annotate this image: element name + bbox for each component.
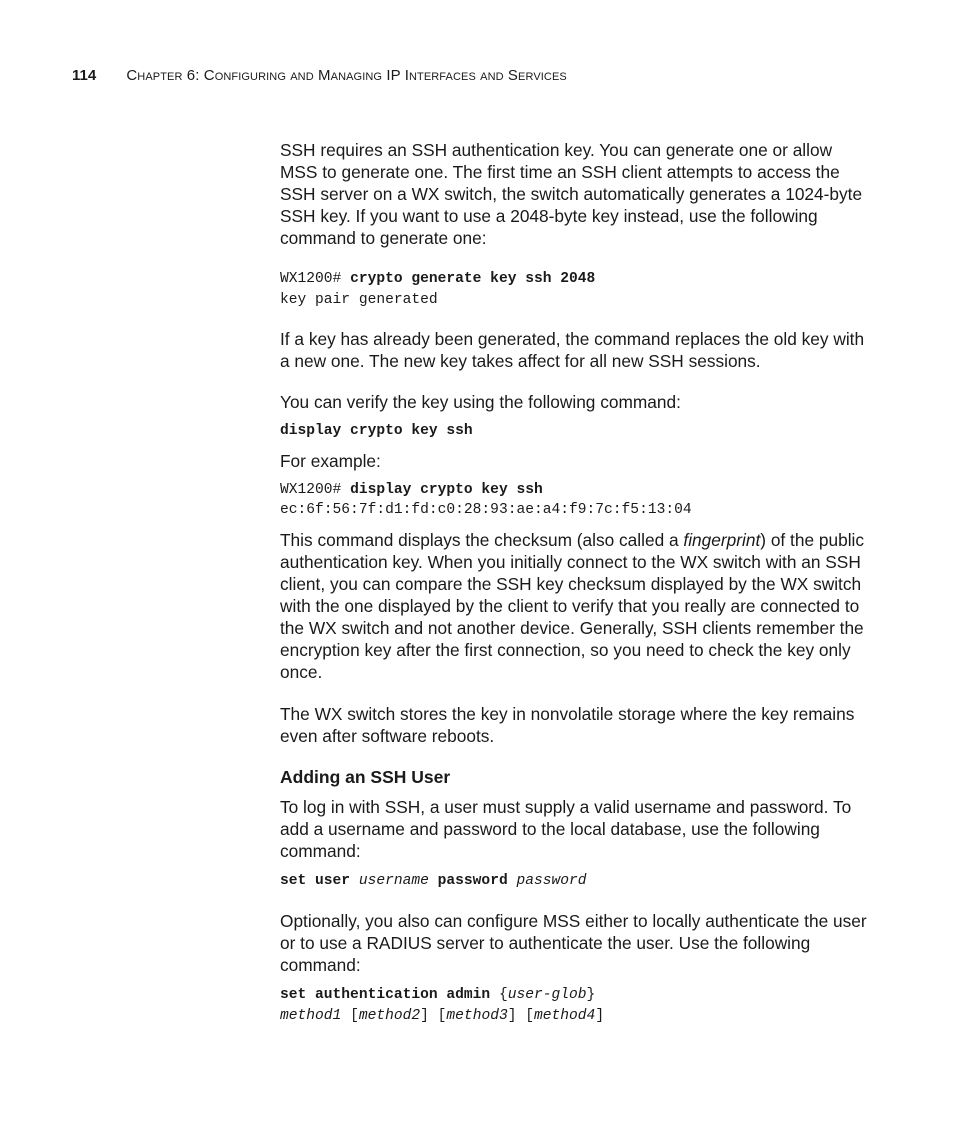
paragraph-checksum xyxy=(280,529,870,683)
code-keyword: password xyxy=(428,872,517,889)
code-command: display crypto key ssh xyxy=(280,423,473,439)
code-bracket: ] [ xyxy=(420,1007,447,1024)
code-argument: password xyxy=(516,872,587,889)
code-display-key xyxy=(280,421,870,442)
code-argument: method1 xyxy=(280,1007,342,1024)
code-brace: { xyxy=(498,987,508,1003)
code-keyword: set user xyxy=(280,872,359,889)
paragraph-key-storage: The WX switch stores the key in nonvolatile storage where the key remains even after software reboots. xyxy=(280,703,855,746)
code-argument: username xyxy=(358,872,429,889)
paragraph-for-example: For example: xyxy=(280,450,381,471)
code-argument: user-glob xyxy=(507,987,587,1003)
text-segment: This command displays the checksum (also called a xyxy=(280,529,684,550)
code-generate-key xyxy=(280,269,870,310)
emphasis-fingerprint: fingerprint xyxy=(683,529,761,550)
code-command: display crypto key ssh xyxy=(350,481,543,498)
code-argument: method2 xyxy=(358,1007,421,1024)
code-bracket: ] [ xyxy=(507,1007,535,1024)
code-argument: method3 xyxy=(446,1007,508,1024)
page-header xyxy=(72,67,567,84)
running-title: Chapter 6: Configuring and Managing IP Interfaces and Services xyxy=(126,67,567,84)
paragraph-add-user: To log in with SSH, a user must supply a valid username and password. To add a username and password to the local database, use the following command: xyxy=(280,796,852,861)
paragraph-ssh-key-intro: SSH requires an SSH authentication key. You can generate one or allow MSS to generate one. The first time an SSH client attempts to access the SSH server on a WX switch, the switch automatically generates a 1024-byte SSH key. If you want to use a 2048-byte key instead, use the following command to generate one: xyxy=(280,140,863,248)
code-bracket: ] xyxy=(595,1007,605,1024)
paragraph-authentication: Optionally, you also can configure MSS either to locally authenticate the user or to use a RADIUS server to authenticate the user. Use the following command: xyxy=(280,911,867,975)
code-prompt: WX1200# xyxy=(280,271,351,287)
code-brace: } xyxy=(586,987,596,1003)
paragraph-verify-key: You can verify the key using the following command: xyxy=(280,392,681,412)
text-segment: ) of the public authentication key. When you initially connect to the WX switch with an SSH client, you can compare the SSH key checksum displayed by the WX switch with the one displayed by the client to verify that you really are connected to the WX switch and not another device. Generally, SSH clients remember the encryption key after the first connection, so you need to check the key only once. xyxy=(280,529,865,682)
page-content xyxy=(280,139,870,1026)
paragraph-key-replace: If a key has already been generated, the command replaces the old key with a new one. The new key takes affect for all new SSH sessions. xyxy=(280,329,865,371)
code-display-key-example xyxy=(280,480,870,521)
code-output: key pair generated xyxy=(280,291,438,308)
code-command: crypto generate key ssh 2048 xyxy=(350,271,596,287)
section-heading: Adding an SSH User xyxy=(280,766,451,787)
code-output: ec:6f:56:7f:d1:fd:c0:28:93:ae:a4:f9:7c:f5:13:04 xyxy=(280,502,692,518)
page-number: 114 xyxy=(72,67,97,84)
code-set-user xyxy=(280,871,870,892)
code-prompt: WX1200# xyxy=(280,481,351,498)
code-set-authentication xyxy=(280,985,870,1026)
code-bracket: [ xyxy=(341,1007,359,1024)
code-argument: method4 xyxy=(534,1007,596,1024)
code-keyword: set authentication admin xyxy=(280,987,499,1003)
